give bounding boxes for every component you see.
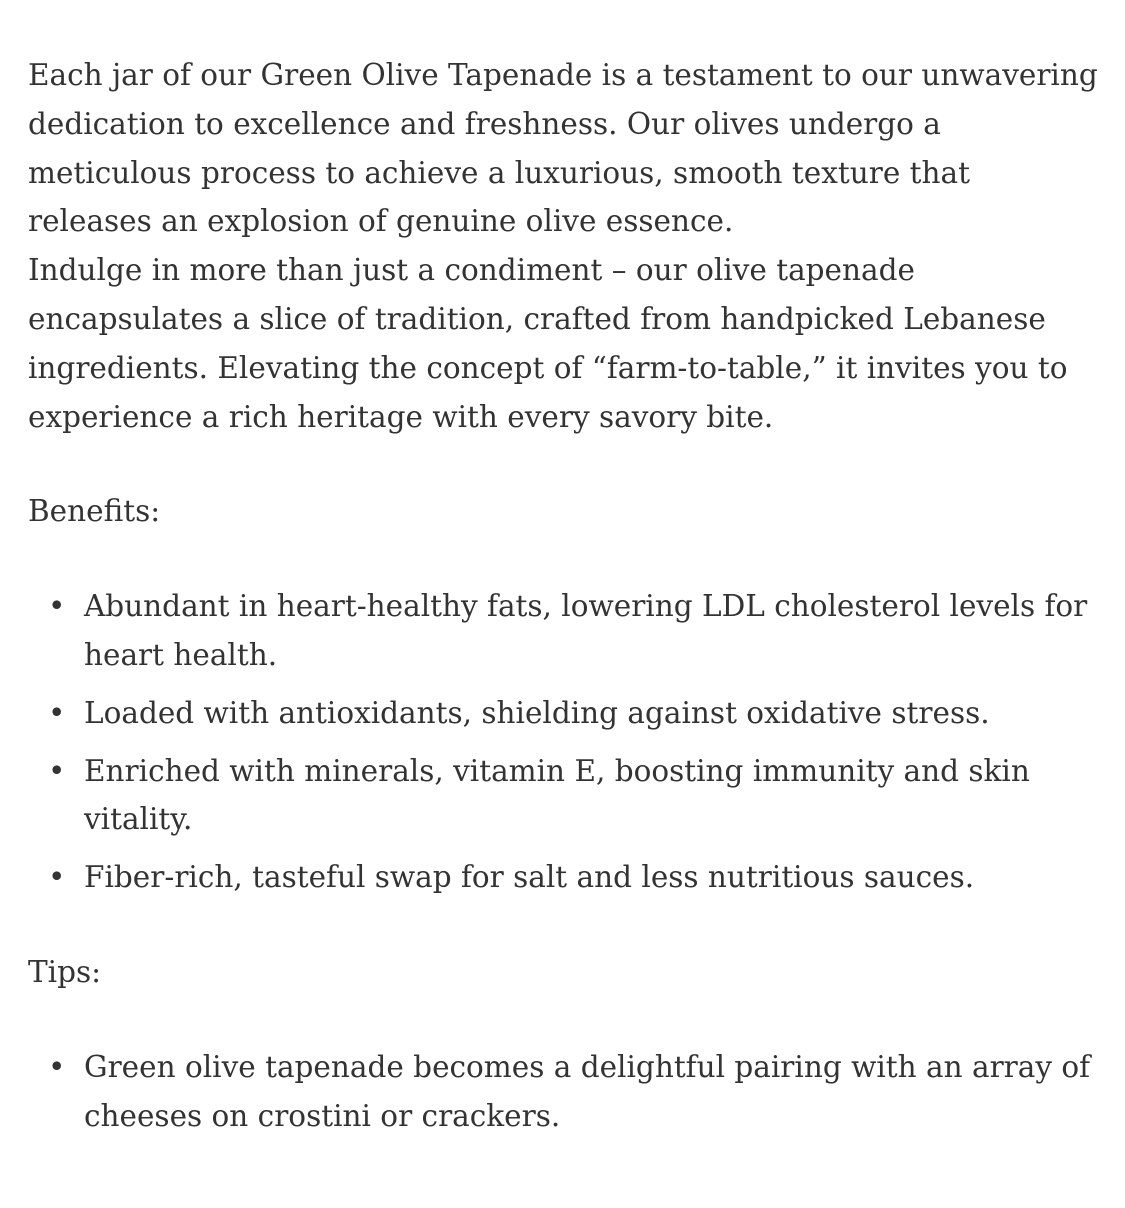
list-item (28, 747, 1098, 845)
bullet-icon: • (48, 589, 66, 624)
benefit-text: Enriched with minerals, vitamin E, boosting immunity and skin vitality. (84, 753, 1030, 837)
bullet-icon: • (48, 753, 66, 788)
benefit-text: Loaded with antioxidants, shielding against oxidative stress. (84, 695, 990, 730)
list-item (28, 582, 1098, 680)
product-description (28, 51, 1098, 1140)
bullet-icon: • (48, 695, 66, 730)
tips-list (28, 1043, 1098, 1141)
intro-paragraph-2: Indulge in more than just a condiment – our olive tapenade encapsulates a slice of tradition, crafted from handpicked Lebanese ingredients. Elevating the concept of “farm-to-table,” it invites you to experience a rich heritage with every savory bite. (28, 253, 1068, 434)
intro-paragraph-1: Each jar of our Green Olive Tapenade is a testament to our unwavering dedication to excellence and freshness. Our olives undergo a meticulous process to achieve a luxurious, smooth texture that releases an explosion of genuine olive essence. (28, 58, 1098, 239)
list-item (28, 689, 1098, 738)
bullet-icon: • (48, 860, 66, 895)
tip-text: Green olive tapenade becomes a delightful pairing with an array of cheeses on crostini or crackers. (84, 1049, 1091, 1133)
benefit-text: Fiber-rich, tasteful swap for salt and less nutritious sauces. (84, 860, 975, 895)
benefit-text: Abundant in heart-healthy fats, lowering LDL cholesterol levels for heart health. (84, 589, 1088, 672)
benefits-heading: Benefits: (28, 494, 161, 529)
benefits-list (28, 582, 1098, 902)
tips-heading: Tips: (28, 954, 102, 989)
bullet-icon: • (48, 1049, 66, 1084)
list-item (28, 1043, 1098, 1141)
list-item (28, 853, 1098, 902)
